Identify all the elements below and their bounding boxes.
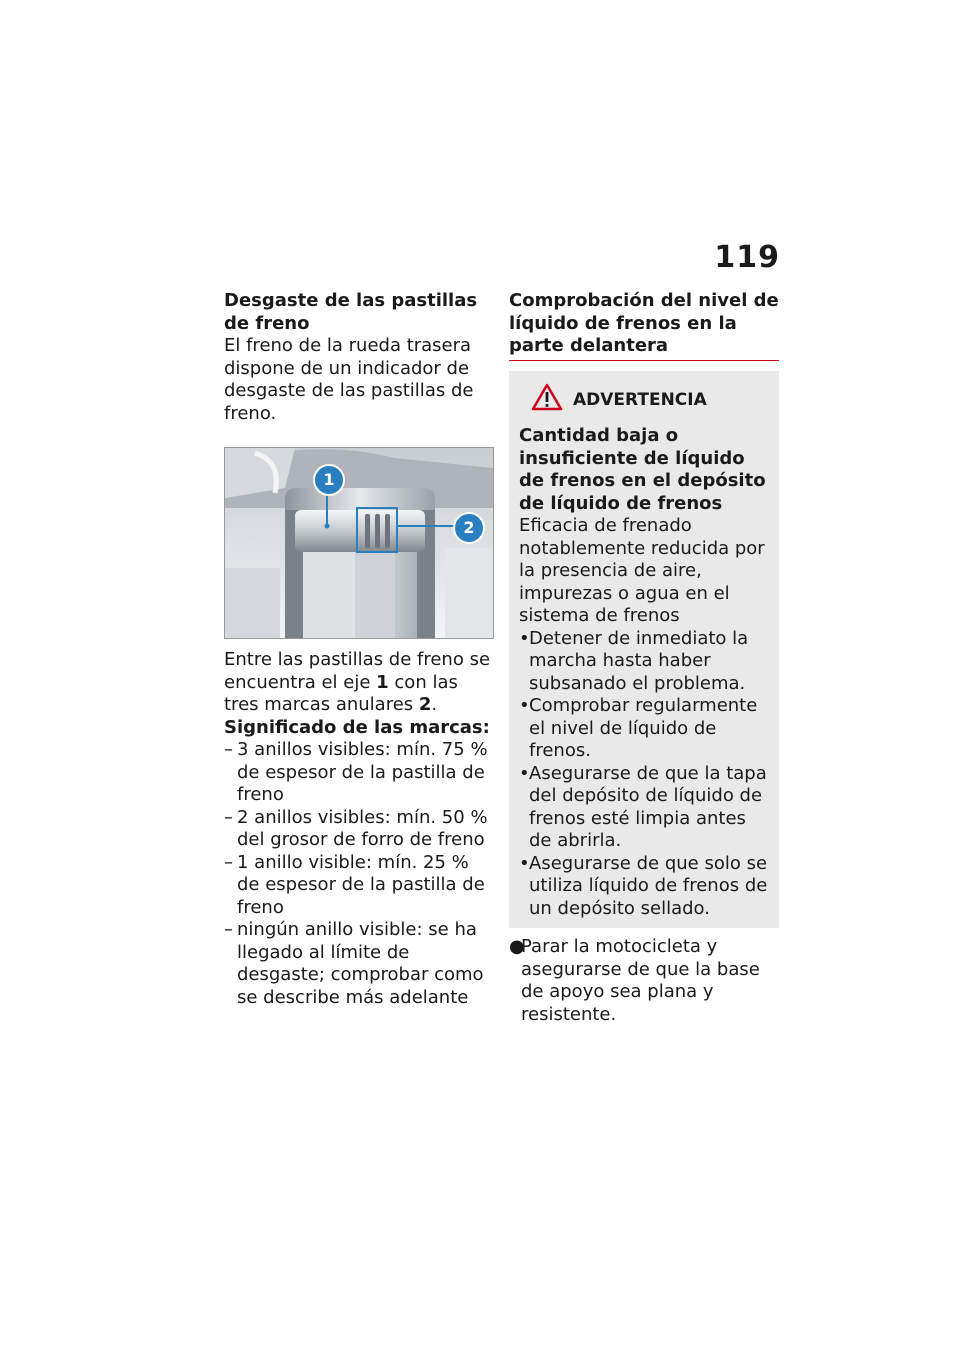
figure-caption [224, 649, 494, 717]
brake-pad-intro-text: El freno de la rueda trasera dispone de un indicador de desgaste de las pastillas de freno. [224, 335, 474, 424]
list-item [519, 695, 769, 763]
bullet-marker: • [519, 852, 530, 874]
brake-fluid-heading-block [509, 290, 779, 361]
callout-2-badge [453, 512, 485, 544]
warning-body: Eficacia de frenado notablemente reducida por la presencia de aire, impurezas o agua en el sistema de frenos [519, 515, 765, 626]
bullet-text: Comprobar regularmente el nivel de líquido de frenos. [529, 695, 758, 761]
caption-text-3: . [431, 694, 438, 715]
list-item [519, 853, 769, 921]
bullet-marker: • [519, 627, 530, 649]
caption-text-2: con las tres marcas anulares [224, 671, 458, 715]
dash-marker: – [224, 739, 233, 760]
warning-heading: Cantidad baja o insuficiente de líquido de frenos en el depósito de líquido de frenos [519, 425, 766, 514]
caption-text-1: Entre las pastillas de freno se encuentra el eje [224, 649, 491, 693]
right-column [509, 290, 779, 1026]
action-steps [509, 936, 779, 1026]
list-item [519, 763, 769, 853]
brake-pad-figure [224, 447, 494, 639]
page-number: 119 [714, 240, 780, 275]
bullet-marker: • [519, 695, 530, 716]
list-item [224, 807, 494, 852]
mark-text: 1 anillo visible: mín. 25 % de espesor de la pastilla de freno [237, 851, 485, 918]
brake-pad-wear-heading: Desgaste de las pastillas de freno [224, 290, 478, 334]
brake-caliper-illustration [225, 448, 493, 638]
action-text: Parar la motocicleta y asegurarse de que la base de apoyo sea plana y resistente. [521, 936, 760, 1025]
list-item [509, 936, 779, 1026]
brake-fluid-heading: Comprobación del nivel de líquido de frenos en la parte delantera [509, 290, 779, 356]
bullet-text: Detener de inmediato la marcha hasta haber subsanado el problema. [529, 627, 749, 694]
callout-2-label: 2 [463, 518, 475, 537]
left-column [224, 290, 494, 1009]
mark-text: ningún anillo visible: se ha llegado al límite de desgaste; comprobar como se describe más adelante [237, 919, 484, 1008]
bullet-text: Asegurarse de que la tapa del depósito de líquido de frenos esté limpia antes de abrirla. [529, 762, 767, 851]
marks-list [224, 739, 494, 1009]
list-item [224, 852, 494, 920]
bullet-marker: • [519, 762, 530, 784]
warning-title-row [519, 383, 769, 418]
caption-ref-2: 2 [418, 694, 432, 715]
callout-1-label: 1 [323, 470, 335, 489]
dash-marker: – [224, 806, 233, 828]
callout-1-badge [313, 464, 345, 496]
warning-bullets [519, 628, 769, 921]
list-item [519, 628, 769, 696]
bullet-text: Asegurarse de que solo se utiliza líquido de frenos de un depósito sellado. [529, 852, 768, 919]
list-item [224, 739, 494, 807]
warning-title: ADVERTENCIA [573, 389, 707, 410]
warning-triangle-icon [531, 383, 563, 418]
dash-marker: – [224, 919, 233, 940]
list-item [224, 919, 494, 1009]
mark-text: 3 anillos visibles: mín. 75 % de espesor de la pastilla de freno [237, 739, 488, 805]
mark-text: 2 anillos visibles: mín. 50 % del grosor de forro de freno [237, 806, 488, 850]
marks-meaning-heading: Significado de las marcas: [224, 716, 490, 738]
action-marker: ● [509, 936, 525, 957]
dash-marker: – [224, 851, 233, 873]
warning-box [509, 371, 779, 929]
caption-ref-1: 1 [376, 671, 389, 693]
